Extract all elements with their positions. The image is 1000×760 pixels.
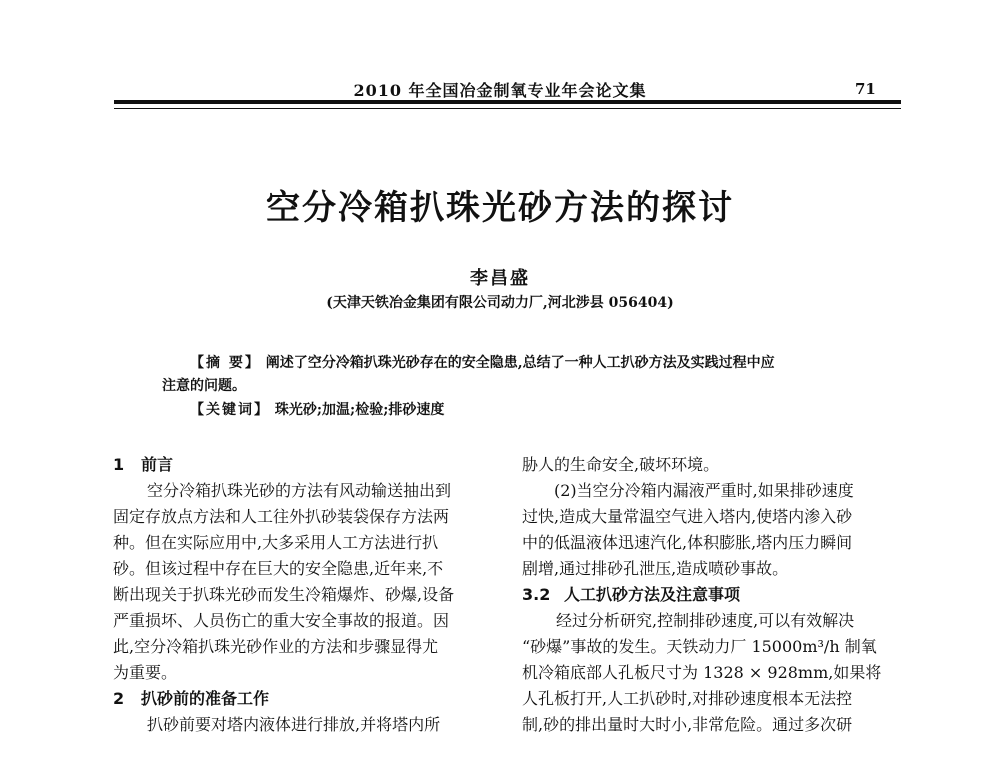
paragraph-line: 制,砂的排出量时大时小,非常危险。通过多次研 — [522, 715, 853, 734]
paragraph-line: 剧增,通过排砂孔泄压,造成喷砂事故。 — [522, 559, 789, 578]
paragraph-line: 空分冷箱扒珠光砂的方法有风动输送抽出到 — [147, 481, 452, 500]
abstract-label: 【摘 要】 — [190, 355, 261, 371]
abstract-line-2: 注意的问题。 — [162, 378, 246, 394]
paragraph-line: 胁人的生命安全,破坏环境。 — [522, 455, 720, 474]
section-3-2-heading — [522, 582, 902, 608]
section-1-number: 1 — [113, 455, 125, 474]
section-1-title: 前言 — [141, 455, 174, 474]
author-name: 李昌盛 — [470, 268, 530, 289]
paragraph-line: 人孔板打开,人工扒砂时,对排砂速度根本无法控 — [522, 689, 853, 708]
paragraph-line: (2)当空分冷箱内漏液严重时,如果排砂速度 — [554, 481, 854, 500]
section-3-2-title: 人工扒砂方法及注意事项 — [564, 585, 741, 604]
keywords-line — [190, 399, 444, 419]
paragraph-line: 严重损坏、人员伤亡的重大安全事故的报道。因 — [113, 611, 450, 630]
article-title: 空分冷箱扒珠光砂方法的探讨 — [266, 188, 734, 228]
author-affiliation: (天津天铁冶金集团有限公司动力厂,河北涉县 056404) — [326, 295, 674, 311]
paragraph-line: 断出现关于扒珠光砂而发生冷箱爆炸、砂爆,设备 — [113, 585, 455, 604]
keywords-text: 珠光砂;加温;检验;排砂速度 — [274, 402, 445, 418]
keywords-label: 【关键词】 — [190, 402, 270, 418]
paragraph-line: 机冷箱底部人孔板尺寸为 1328 × 928mm,如果将 — [522, 663, 882, 682]
abstract-line-1 — [190, 352, 775, 372]
section-2-number: 2 — [113, 689, 125, 708]
header-rule-thin — [114, 108, 901, 109]
abstract-text-1: 阐述了空分冷箱扒珠光砂存在的安全隐患,总结了一种人工扒砂方法及实践过程中应 — [265, 355, 775, 371]
paragraph-line: 经过分析研究,控制排砂速度,可以有效解决 — [556, 611, 855, 630]
paragraph-line: “砂爆”事故的发生。天铁动力厂 15000m³/h 制氧 — [522, 637, 877, 656]
section-3-2-number: 3.2 — [522, 585, 551, 604]
left-column — [113, 452, 493, 738]
header-rule-thick — [114, 100, 901, 104]
paragraph-line: 固定存放点方法和人工往外扒砂装袋保存方法两 — [113, 507, 450, 526]
paragraph-line: 扒砂前要对塔内液体进行排放,并将塔内所 — [147, 715, 441, 734]
paragraph-line: 为重要。 — [113, 663, 178, 682]
paragraph-line: 砂。但该过程中存在巨大的安全隐患,近年来,不 — [113, 559, 444, 578]
journal-header: 2010 年全国冶金制氧专业年会论文集 — [353, 81, 647, 100]
paragraph-line: 中的低温液体迅速汽化,体积膨胀,塔内压力瞬间 — [522, 533, 853, 552]
paragraph-line: 此,空分冷箱扒珠光砂作业的方法和步骤显得尤 — [113, 637, 439, 656]
section-2-heading — [113, 686, 493, 712]
paragraph-line: 种。但在实际应用中,大多采用人工方法进行扒 — [113, 533, 439, 552]
section-1-heading — [113, 452, 493, 478]
page-number: 71 — [855, 80, 876, 98]
right-column — [522, 452, 902, 738]
paragraph-line: 过快,造成大量常温空气进入塔内,使塔内渗入砂 — [522, 507, 853, 526]
section-2-title: 扒砂前的准备工作 — [141, 689, 270, 708]
